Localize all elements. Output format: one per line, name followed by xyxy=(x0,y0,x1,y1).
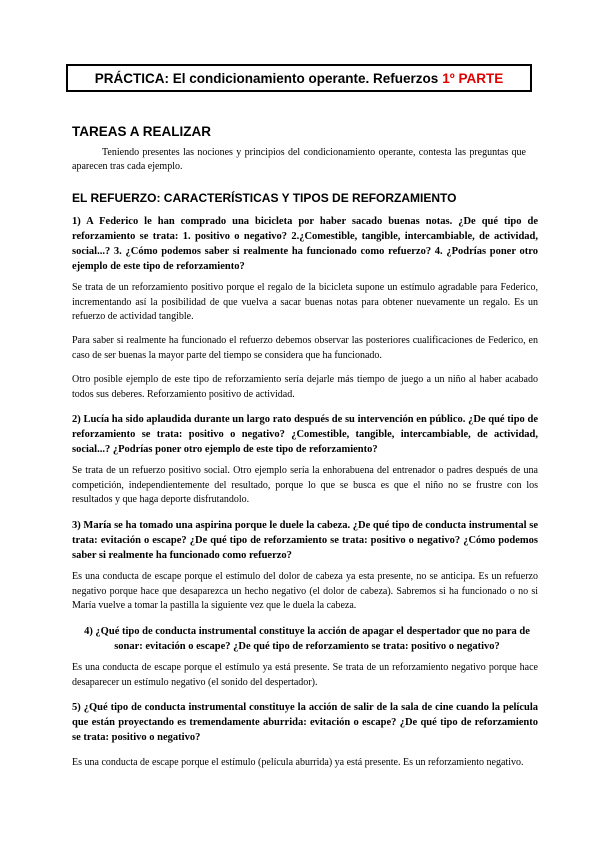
answer-2: Se trata de un refuerzo positivo social. Otro ejemplo sería la enhorabuena del entrenador o padres después de una competición, independientemente del resultado, porque lo que se busca es que el niño no se frustre con los resultados y que haga deporte disfrutandolo. xyxy=(72,465,538,505)
tasks-heading: TAREAS A REALIZAR xyxy=(72,124,211,139)
answer-1-a: Se trata de un reforzamiento positivo porque el regalo de la bicicleta supone un estímulo agradable para Federico, incrementando así la posibilidad de que vuelva a sacar buenas notas para obtener nuevamente un regalo. Es un refuerzo de actividad tangible. xyxy=(72,282,538,322)
answer-5: Es una conducta de escape porque el estímulo (película aburrida) ya está presente. Es un reforzamiento negativo. xyxy=(72,757,524,768)
question-4: 4) ¿Qué tipo de conducta instrumental constituye la acción de apagar el despertador que no para de sonar: evitación o escape? ¿De qué tipo de reforzamiento se trata: positivo o negativo? xyxy=(84,626,530,652)
answer-4: Es una conducta de escape porque el estímulo ya está presente. Se trata de un reforzamiento negativo porque hace desaparecer un estímulo negativo (el sonido del despertador). xyxy=(72,662,538,688)
page-title: PRÁCTICA: El condicionamiento operante. Refuerzos xyxy=(94,70,439,86)
question-3: 3) María se ha tomado una aspirina porque le duele la cabeza. ¿De qué tipo de conducta instrumental se trata: evitación o escape? ¿De qué tipo de reforzamiento se trata: positivo o negativo? ¿Cómo podemos saber si realmente ha funcionado como refuerzo? xyxy=(72,520,538,561)
section-heading: EL REFUERZO: CARACTERÍSTICAS Y TIPOS DE REFORZAMIENTO xyxy=(72,191,457,205)
title-box xyxy=(66,64,532,92)
page-title-accent: 1º PARTE xyxy=(442,70,504,86)
answer-1-c: Otro posible ejemplo de este tipo de reforzamiento sería dejarle más tiempo de juego a un niño al haber acabado todos sus deberes. Reforzamiento positivo de actividad. xyxy=(72,374,538,400)
question-1: 1) A Federico le han comprado una bicicleta por haber sacado buenas notas. ¿De qué tipo de reforzamiento se trata: 1. positivo o negativo? 2.¿Comestible, tangible, intercambiable, de actividad, social...? 3. ¿Cómo podemos saber si realmente ha funcionado como refuerzo? 4. ¿Podrías poner otro ejemplo de este tipo de reforzamiento? xyxy=(72,216,538,272)
tasks-intro: Teniendo presentes las nociones y principios del condicionamiento operante, contesta las preguntas que aparecen tras cada ejemplo. xyxy=(72,147,526,172)
answer-3: Es una conducta de escape porque el estímulo del dolor de cabeza ya esta presente, no se anticipa. Es un refuerzo negativo porque hace que desaparezca un hecho negativo (el dolor de cabeza). Sabremos si ha funcionado o no si María vuelve a tomar la pastilla la siguiente vez que le duela la cabeza. xyxy=(72,571,538,611)
answer-1-b: Para saber si realmente ha funcionado el refuerzo debemos observar las posteriores cualificaciones de Federico, en caso de ser buenas la mayor parte del tiempo se considera que ha funcionado. xyxy=(72,335,538,361)
question-2: 2) Lucía ha sido aplaudida durante un largo rato después de su intervención en público. ¿De qué tipo de reforzamiento se trata: positivo o negativo? ¿Comestible, tangible, intercambiable, de actividad, social...? ¿Podrías poner otro ejemplo de este tipo de reforzamiento? xyxy=(72,414,538,455)
question-5: 5) ¿Qué tipo de conducta instrumental constituye la acción de salir de la sala de cine cuando la película que están proyectando es tremendamente aburrida: evitación o escape? ¿De qué tipo de reforzamiento se trata: positivo o negativo? xyxy=(72,702,538,743)
